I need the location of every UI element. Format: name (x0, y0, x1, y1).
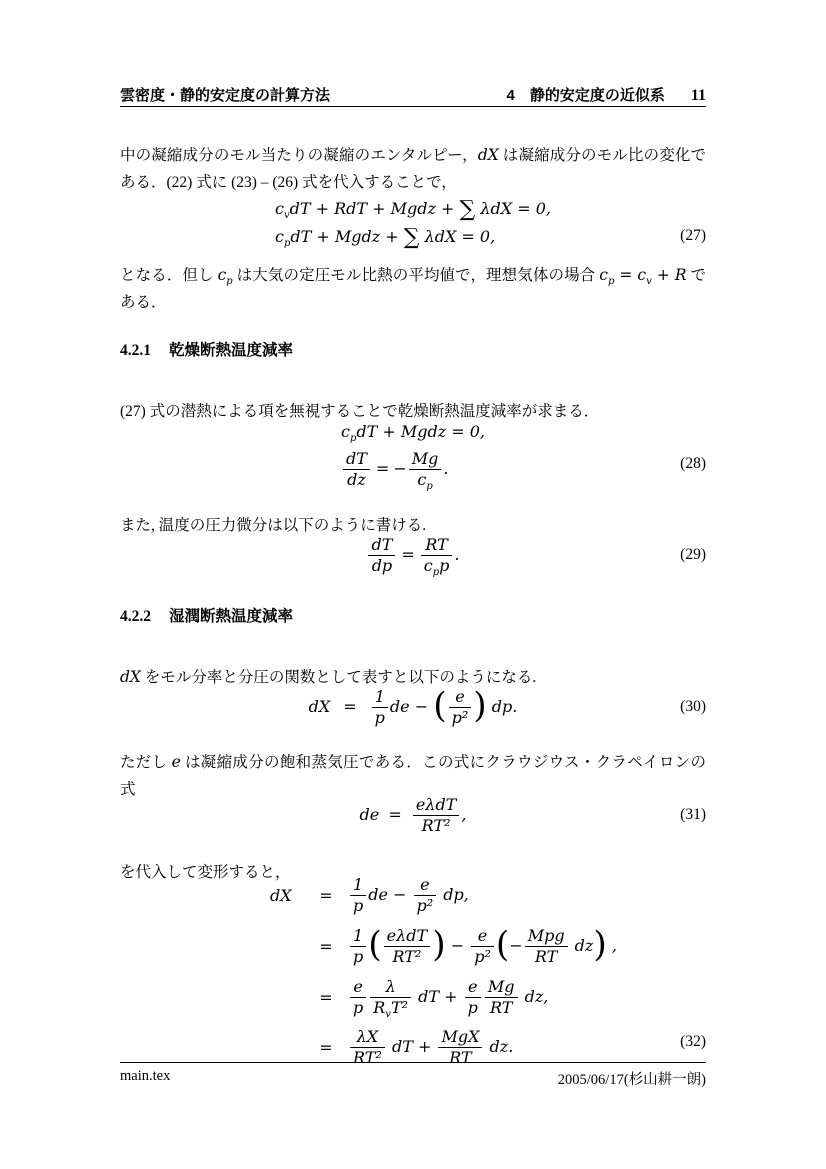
fraction: $\frac{dT}{dp}$ (368, 536, 395, 575)
running-title: 雲密度・静的安定度の計算方法 (120, 87, 331, 104)
left-paren: ( (495, 925, 510, 966)
equation-29: $\frac{dT}{dp}$ = $\frac{RT}{c_pp}$ . (29) (120, 536, 706, 575)
page-number: 11 (690, 87, 706, 104)
equation-30: dX = $\frac{1}{p}$ de − ( $\frac{e}{\text{p²}}$ ) dp. (30) (308, 686, 706, 727)
equation-number: (27) (680, 227, 706, 244)
paragraph-text: である． (120, 266, 706, 311)
paragraph-clausius (120, 749, 706, 803)
section-number: 4.2.2 (120, 608, 151, 625)
fraction: $\frac{\text{MgX}}{RT}$ (438, 1028, 482, 1067)
fraction: $\frac{1}{p}$ (372, 688, 388, 727)
fraction: $\frac{1}{p}$ (350, 927, 366, 966)
right-paren: ) (432, 925, 446, 966)
paragraph-text: また, 温度の圧力微分は以下のように書ける. (120, 516, 427, 534)
left-paren: ( (368, 925, 382, 966)
page-header (120, 84, 706, 105)
paragraph-text: を代入して変形すると， (120, 863, 291, 881)
equation-number: (29) (680, 546, 706, 564)
equation-line: $\frac{dT}{dz}$ = − $\frac{Mg}{c_p}$ . (341, 450, 485, 489)
paragraph-molar (120, 664, 706, 691)
section-heading-422 (120, 604, 706, 626)
equation-line: $c_pdT$ + Mgdz = 0, (340, 422, 485, 445)
fraction: $\frac{e}{p}$ (350, 978, 366, 1017)
sum-symbol: ∑ (459, 197, 476, 222)
fraction: $\frac{e}{\text{p²}}$ (449, 688, 472, 727)
fraction: $\frac{1}{p}$ (350, 876, 366, 915)
section-running-head: 4 静的安定度の近似系 (506, 87, 665, 104)
equation-number: (28) (680, 454, 706, 472)
equation-line: = $\frac{e}{p}$ $\frac{\lambda}{R_vT^2}$ dT + $\frac{e}{p}$ $\frac{Mg}{RT}$ dz, (319, 976, 549, 1020)
equation-line: = $\frac{1}{p}$ ( $\frac{\text{eλdT}}{\text{RT²}}$ ) − $\frac{e}{\text{p²}}$ (− $\frac{\text{Mpg}}{RT}$ dz) , (319, 925, 617, 966)
inline-math-dX: dX (477, 145, 499, 164)
paragraph-dry (120, 398, 706, 425)
equation-number: (32) (680, 1033, 706, 1051)
paragraph-text: (27) 式の潜熱による項を無視することで乾燥断熱温度減率が求まる． (120, 402, 600, 420)
paragraph-text: は凝縮成分のモル比の変化である．(22) 式に (23) – (26) 式を代入することで， (120, 146, 706, 191)
paragraph-text: は大気の定圧モル比熱の平均値で，理想気体の場合 (232, 266, 600, 284)
fraction: $\frac{Mg}{RT}$ (485, 978, 518, 1017)
header-rule (120, 106, 706, 107)
paragraph-pressure (120, 512, 706, 539)
equation-line: = $\frac{\lambda X}{\text{RT²}}$ dT + $\frac{\text{MgX}}{RT}$ dz. (319, 1027, 514, 1068)
section-title: 乾燥断熱温度減率 (169, 342, 294, 359)
page-footer (120, 1068, 706, 1089)
left-paren: ( (433, 686, 447, 727)
fraction: $\frac{\lambda X}{\text{RT²}}$ (350, 1028, 385, 1067)
section-title: 湿潤断熱温度減率 (169, 608, 294, 625)
paragraph-text: をモル分率と分圧の関数として表すと以下のようになる. (140, 668, 537, 686)
fraction: $\frac{\text{eλdT}}{\text{RT²}}$ (384, 927, 431, 966)
paragraph-text: は凝縮成分の飽和蒸気圧である．この式にクラウジウス・クラペイロンの式 (120, 753, 706, 798)
fraction: $\frac{e}{\text{p²}}$ (471, 927, 494, 966)
header-right (507, 84, 706, 105)
equation-31: de = $\frac{\text{eλdT}}{\text{RT²}}$ , (31) (359, 795, 706, 835)
section-heading-421 (120, 338, 706, 360)
fraction: $\frac{\lambda}{R_vT^2}$ (370, 978, 411, 1017)
equation-number: (31) (680, 806, 706, 824)
fraction: $\frac{e}{\text{p²}}$ (414, 876, 437, 915)
paragraph-cp (120, 262, 706, 316)
section-number: 4.2.1 (120, 342, 151, 359)
fraction: $\frac{dT}{dz}$ (343, 450, 370, 489)
equation-line: dX = $\frac{1}{p}$ de − $\frac{e}{\text{p²}}$ dp, (270, 875, 469, 915)
footer-rule (120, 1062, 706, 1063)
footer-filename: main.tex (120, 1068, 171, 1084)
inline-math-dX: dX (120, 667, 141, 686)
fraction: $\frac{Mg}{c_p}$ (409, 450, 442, 489)
paragraph-text: ただし (120, 753, 172, 771)
inline-math-cp-cv-R: $c_p = c_v + R$ (599, 265, 687, 287)
paragraph-intro (120, 142, 706, 196)
fraction: $\frac{\text{eλdT}}{\text{RT²}}$ (413, 796, 460, 835)
inline-math-cp: $c_p$ (217, 265, 233, 287)
equation-number: (30) (680, 698, 706, 716)
paragraph-text: となる．但し (120, 266, 218, 284)
fraction: $\frac{e}{p}$ (465, 978, 481, 1017)
footer-date-author: 2005/06/17(杉山耕一朗) (557, 1072, 706, 1088)
paragraph-text: 中の凝縮成分のモル当たりの凝縮のエンタルピー， (120, 146, 478, 164)
inline-math-e: e (171, 752, 181, 771)
fraction: $\frac{\text{Mpg}}{RT}$ (525, 927, 568, 966)
right-paren: ) (593, 925, 607, 966)
equation-line: $c_vdT$ + RdT + Mgdz + ∑ λdX = 0, (275, 197, 551, 222)
sum-symbol: ∑ (403, 225, 420, 250)
equation-line: $c_pdT$ + Mgdz + ∑ λdX = 0, (275, 225, 496, 250)
fraction: $\frac{RT}{c_pp}$ (421, 536, 453, 575)
right-paren: ) (473, 686, 487, 727)
equation-32 (120, 876, 706, 1067)
equation-27 (120, 197, 706, 250)
equation-28 (120, 422, 706, 493)
